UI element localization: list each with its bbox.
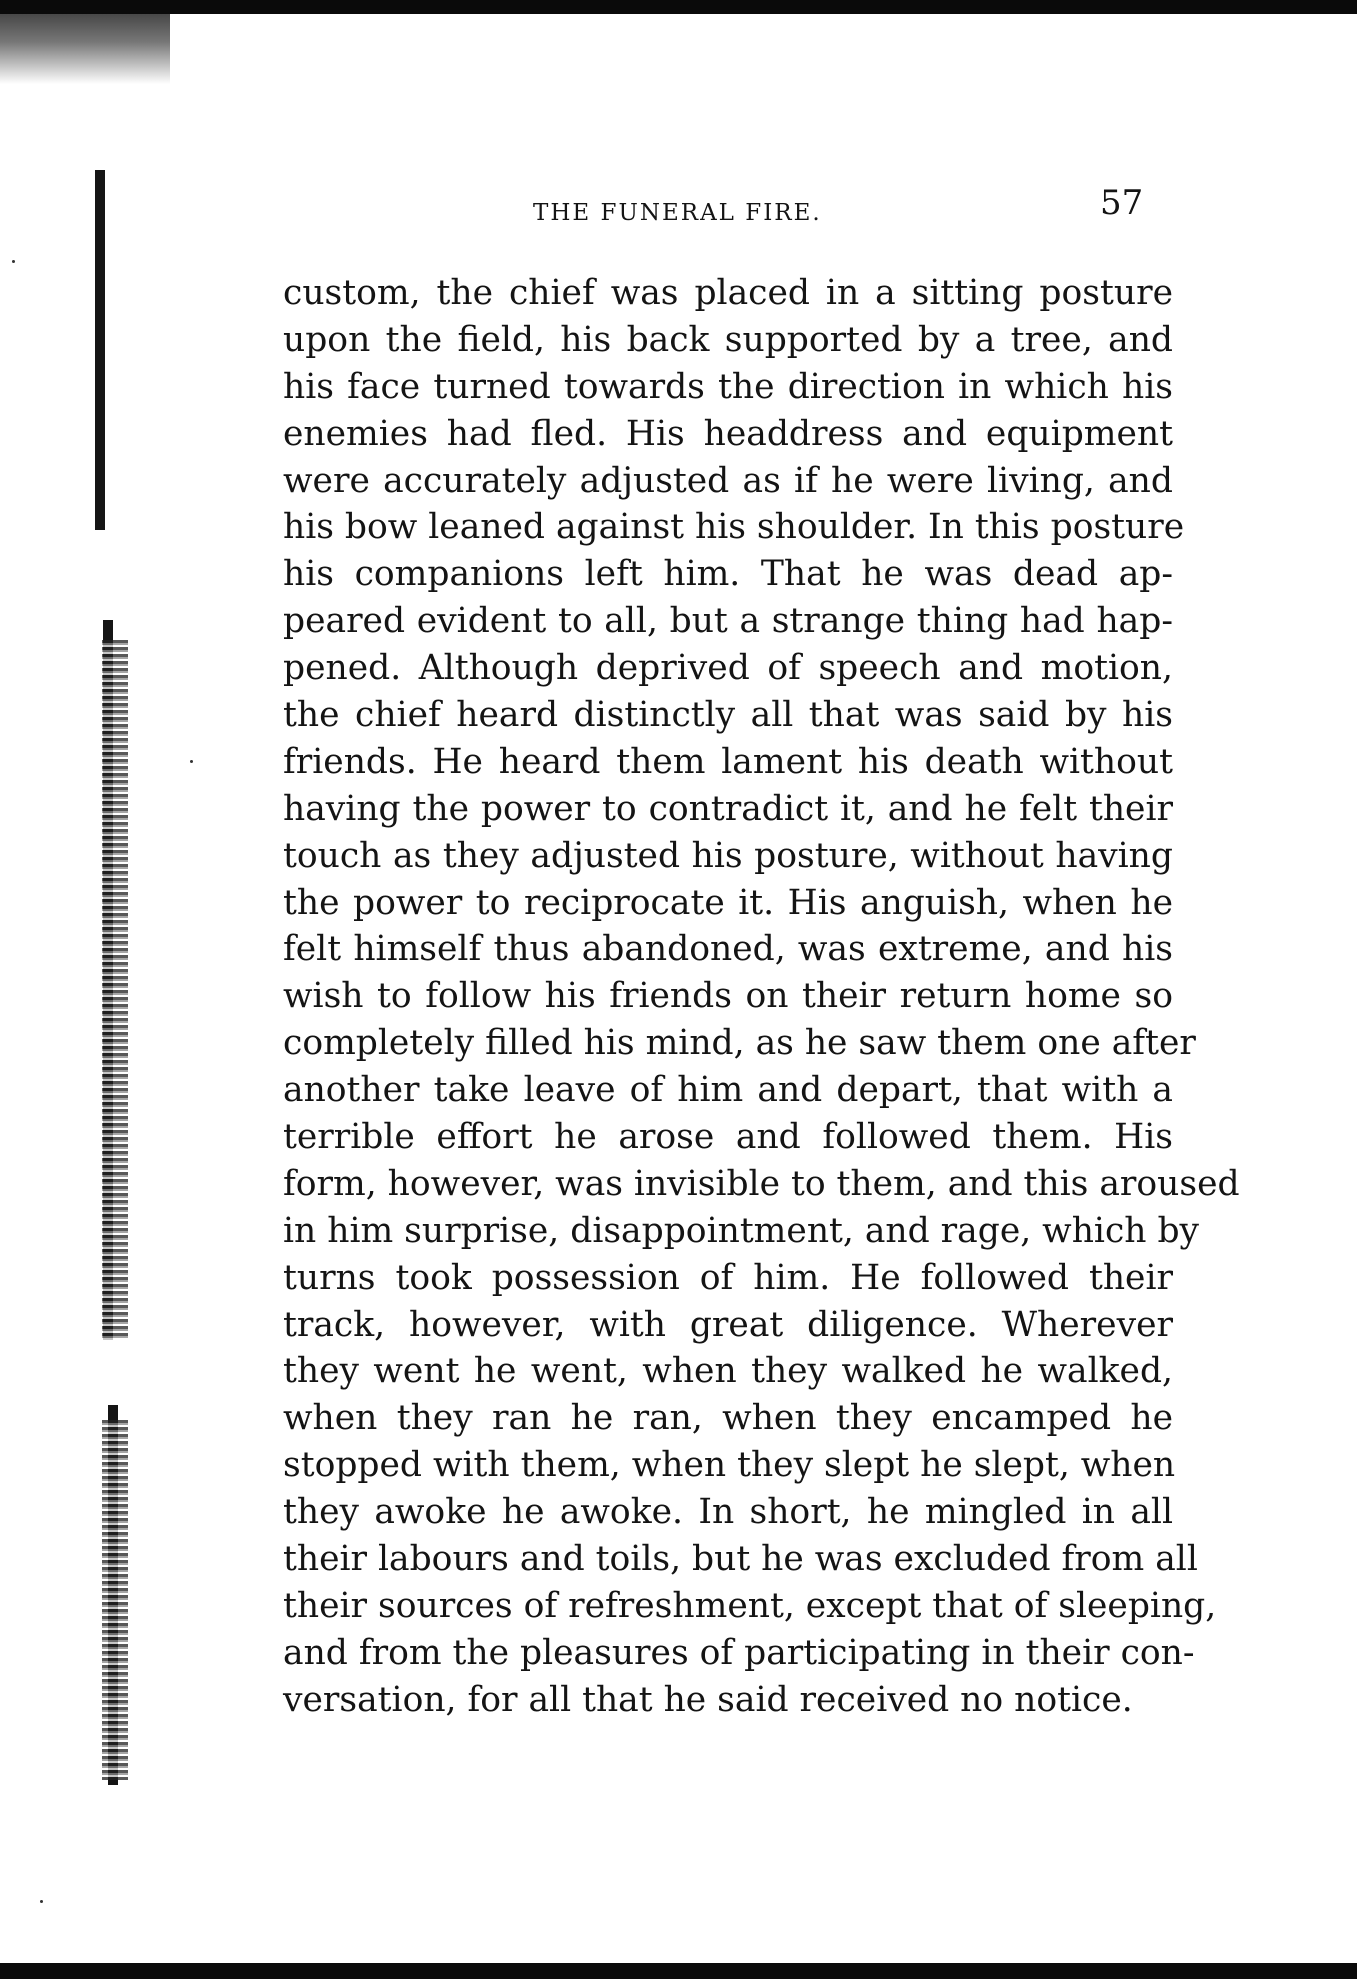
running-head: THE FUNERAL FIRE. <box>533 200 822 226</box>
text-line: their labours and toils, but he was excluded from all <box>283 1539 1198 1580</box>
text-line: when they ran he ran, when they encamped he <box>283 1398 1173 1439</box>
text-line: versation, for all that he said received no notice. <box>283 1679 1133 1720</box>
dust-speck <box>12 260 15 263</box>
text-line: peared evident to all, but a strange thing had hap- <box>283 601 1173 642</box>
gutter-shadow <box>0 14 170 84</box>
text-line: upon the field, his back supported by a tree, and <box>283 319 1173 360</box>
body-text <box>283 270 1240 1724</box>
text-line: in him surprise, disappointment, and rage, which by <box>283 1210 1200 1251</box>
text-line: were accurately adjusted as if he were living, and <box>283 460 1173 501</box>
spine-texture <box>102 640 128 1340</box>
text-line: another take leave of him and depart, that with a <box>283 1070 1173 1111</box>
text-line: the chief heard distinctly all that was said by his <box>283 695 1173 736</box>
text-line: turns took possession of him. He followed their <box>283 1257 1173 1298</box>
text-line: felt himself thus abandoned, was extreme, and his <box>283 929 1173 970</box>
text-line: and from the pleasures of participating in their con- <box>283 1632 1195 1673</box>
scan-bottom-edge <box>0 1963 1357 1979</box>
text-line: track, however, with great diligence. Wherever <box>283 1304 1173 1345</box>
text-line: pened. Although deprived of speech and motion, <box>283 648 1173 689</box>
text-line: having the power to contradict it, and he felt their <box>283 788 1173 829</box>
text-line: his companions left him. That he was dead ap- <box>283 554 1173 595</box>
page-number: 57 <box>1100 183 1144 223</box>
text-line: stopped with them, when they slept he slept, when <box>283 1445 1176 1486</box>
text-line: friends. He heard them lament his death without <box>283 741 1173 782</box>
text-line: completely filled his mind, as he saw them one after <box>283 1023 1196 1064</box>
text-line: they awoke he awoke. In short, he mingled in all <box>283 1492 1173 1533</box>
text-line: his face turned towards the direction in which his <box>283 366 1173 407</box>
text-line: terrible effort he arose and followed them. His <box>283 1117 1173 1158</box>
text-line: touch as they adjusted his posture, without having <box>283 835 1173 876</box>
text-line: wish to follow his friends on their return home so <box>283 976 1173 1017</box>
text-line: their sources of refreshment, except that of sleeping, <box>283 1585 1217 1626</box>
book-gutter <box>0 0 130 1979</box>
text-line: custom, the chief was placed in a sitting posture <box>283 273 1173 313</box>
spine-texture <box>102 1420 128 1780</box>
dust-speck <box>40 1900 43 1903</box>
spine-mark <box>95 170 105 530</box>
text-line: his bow leaned against his shoulder. In this posture <box>283 507 1185 548</box>
text-line: they went he went, when they walked he walked, <box>283 1351 1173 1392</box>
text-line: form, however, was invisible to them, and this aroused <box>283 1163 1240 1204</box>
text-line: enemies had fled. His headdress and equipment <box>283 413 1173 454</box>
scan-top-edge <box>0 0 1357 14</box>
text-line: the power to reciprocate it. His anguish, when he <box>283 882 1173 923</box>
dust-speck <box>190 760 193 763</box>
